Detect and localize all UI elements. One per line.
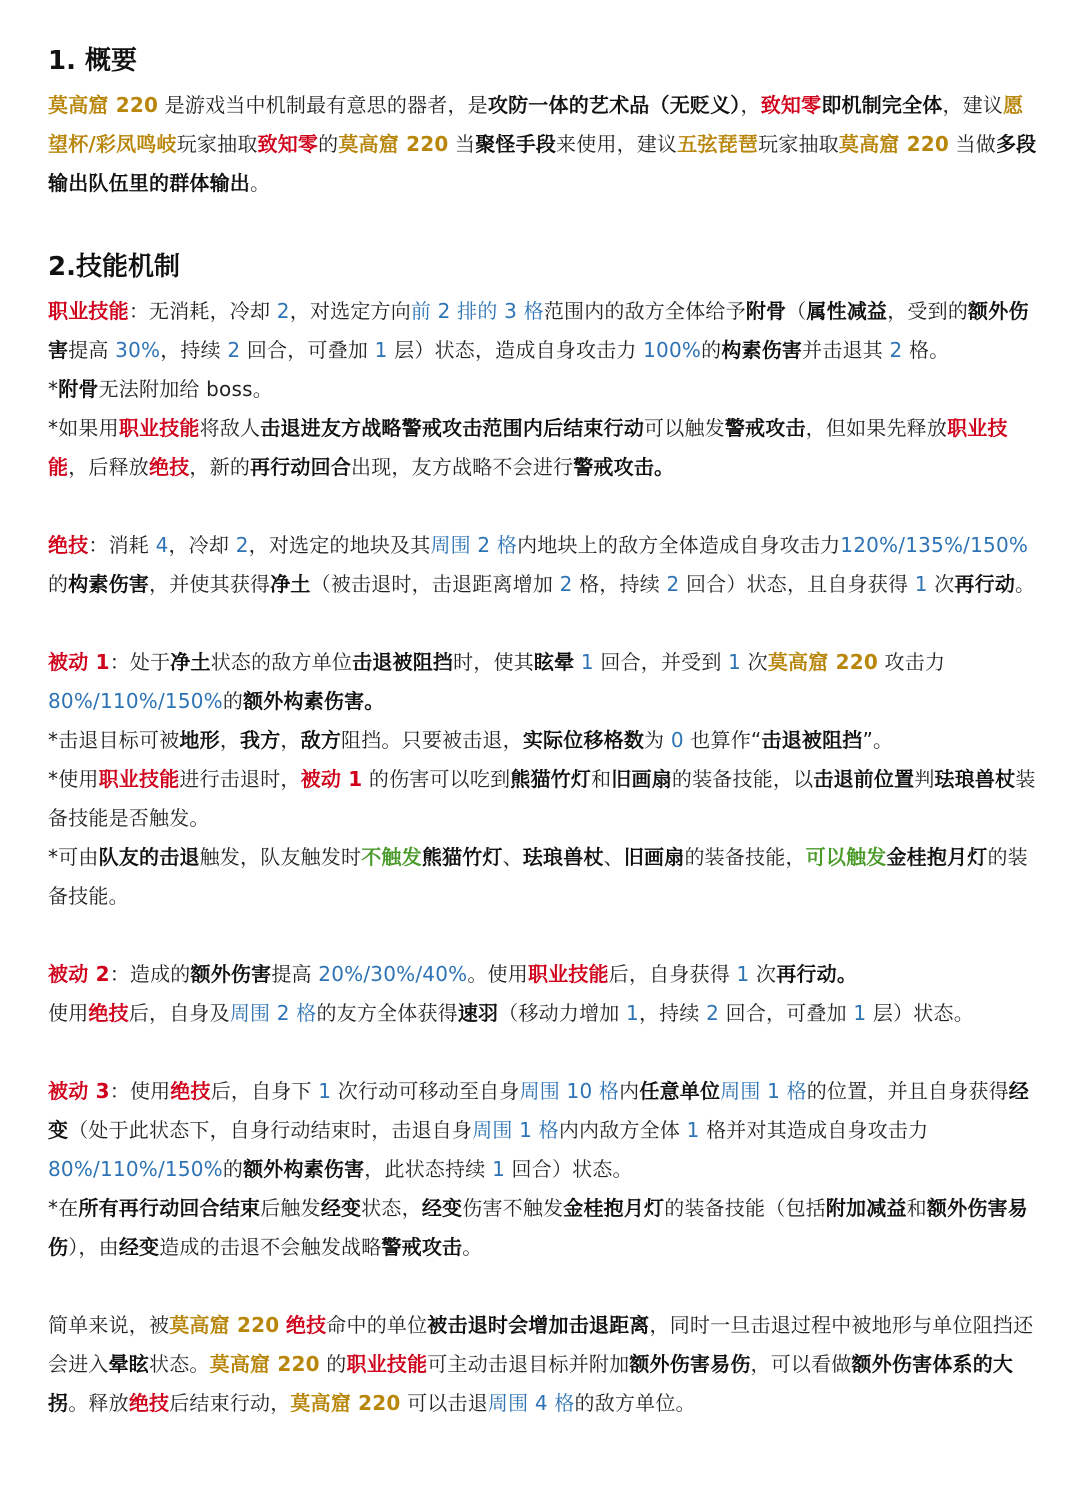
highlight-blue: 2	[227, 338, 241, 362]
text-run: 无法附加给 boss。	[98, 377, 273, 401]
text-run: 格，持续	[572, 572, 667, 596]
highlight-bold: 额外伤害易伤	[48, 1196, 1028, 1259]
highlight-bold: 任意单位	[639, 1079, 721, 1103]
text-run: 装备技能是否触发。	[48, 767, 1036, 830]
text-run: *如果用	[48, 416, 119, 440]
text-run: 层）状态。	[866, 1001, 974, 1025]
highlight-red: 绝技	[149, 455, 190, 479]
text-run: 提高	[271, 962, 319, 986]
text-run: 攻击力	[877, 650, 946, 674]
paragraph-gap	[48, 487, 1040, 526]
highlight-bold: 再行动	[954, 572, 1016, 596]
paragraph	[48, 994, 1040, 1033]
highlight-gold: 莫高窟 220	[338, 132, 449, 156]
text-run: 。	[250, 171, 271, 195]
highlight-blue: 周围 1 格	[472, 1118, 559, 1142]
highlight-red: 被动 1	[48, 650, 110, 674]
text-run: 状态。	[149, 1352, 210, 1376]
highlight-red: 职业技能	[527, 962, 609, 986]
text-run: 和	[906, 1196, 927, 1220]
text-run: ，	[740, 93, 761, 117]
highlight-blue: 前 2 排的 3 格	[410, 299, 544, 323]
highlight-blue: 2	[706, 1001, 720, 1025]
highlight-red: 职业技能	[346, 1352, 428, 1376]
text-run: 的友方全体获得	[316, 1001, 458, 1025]
text-run: 玩家抽取	[176, 132, 258, 156]
section-heading: 1. 概要	[48, 46, 138, 76]
highlight-bold: 额外构素伤害	[243, 1157, 365, 1181]
highlight-bold: 所有再行动回合结束	[78, 1196, 261, 1220]
paragraph	[48, 1072, 1040, 1189]
highlight-bold: 击退被阻挡	[761, 728, 863, 752]
highlight-red: 被动 3	[48, 1079, 110, 1103]
text-run: 可主动击退目标并附加	[427, 1352, 630, 1376]
highlight-gold: 莫高窟 220	[290, 1391, 401, 1415]
highlight-bold: 即机制完全体	[821, 93, 943, 117]
text-run: 。使用	[467, 962, 528, 986]
text-run: ，可以看做	[750, 1352, 852, 1376]
highlight-bold: 击退前位置	[813, 767, 915, 791]
text-run: 命中的单位	[326, 1313, 428, 1337]
highlight-blue: 1	[580, 650, 594, 674]
highlight-red: 绝技	[285, 1313, 327, 1337]
text-run: 的	[319, 1352, 347, 1376]
text-run: ，此状态持续	[364, 1157, 493, 1181]
text-run: 当	[448, 132, 476, 156]
highlight-blue: 4	[155, 533, 169, 557]
highlight-red: 致知零	[760, 93, 822, 117]
text-run: 的装备技能（包括	[664, 1196, 826, 1220]
text-run: 并击退其	[802, 338, 890, 362]
text-run: ：无消耗，冷却	[128, 299, 277, 323]
highlight-bold: 击退进友方战略警戒攻击范围内后结束行动	[260, 416, 645, 440]
text-run: 使用	[48, 1001, 89, 1025]
text-run: 的装备技能，以	[671, 767, 814, 791]
text-run: *可由	[48, 845, 99, 869]
paragraph-gap	[48, 203, 1040, 242]
highlight-bold: 构素伤害	[721, 338, 803, 362]
highlight-blue: 1	[853, 1001, 867, 1025]
highlight-bold: 晕眩	[108, 1352, 150, 1376]
paragraph	[48, 86, 1040, 203]
highlight-bold: 经变	[48, 1079, 1029, 1142]
highlight-bold: 队友的击退	[98, 845, 200, 869]
highlight-bold: 珐琅兽杖	[522, 845, 604, 869]
text-run: ，新的	[189, 455, 251, 479]
highlight-bold: 再行动。	[776, 962, 858, 986]
text-run: ，但如果先释放	[805, 416, 948, 440]
highlight-bold: 经变	[118, 1235, 160, 1259]
highlight-blue: 1	[686, 1118, 700, 1142]
text-run: ：消耗	[88, 533, 156, 557]
highlight-bold: 敌方	[300, 728, 342, 752]
highlight-bold: 金桂抱月灯	[886, 845, 988, 869]
highlight-blue: 1	[492, 1157, 505, 1181]
highlight-bold: 金桂抱月灯	[563, 1196, 665, 1220]
text-run: 回合，可叠加	[719, 1001, 854, 1025]
text-run: 内内敌方全体	[558, 1118, 687, 1142]
text-run: ，	[219, 728, 241, 752]
text-run: （	[786, 299, 807, 323]
highlight-blue: 2	[559, 572, 573, 596]
highlight-red: 职业技能	[118, 416, 200, 440]
highlight-blue: 1	[736, 962, 750, 986]
highlight-blue: 30%	[115, 338, 161, 362]
text-run: ，同时一旦击退过程中被地形与单位阻挡还会进入	[48, 1313, 1034, 1376]
highlight-blue: 120%/135%/150%	[840, 533, 1029, 557]
highlight-blue: 1	[914, 572, 928, 596]
paragraph	[48, 526, 1040, 604]
text-run: 格。	[902, 338, 950, 362]
highlight-bold: 额外伤害	[48, 299, 1029, 362]
highlight-bold: 珐琅兽杖	[934, 767, 1016, 791]
highlight-blue: 周围 1 格	[720, 1079, 807, 1103]
text-run: *	[48, 377, 59, 401]
text-run: 可以触发	[644, 416, 725, 440]
text-run: ：造成的	[109, 962, 191, 986]
highlight-gold: 莫高窟 220	[209, 1352, 320, 1376]
highlight-blue: 1	[318, 1079, 332, 1103]
highlight-bold: 多段输出队伍里的群体输出	[48, 132, 1037, 195]
highlight-blue: 2	[666, 572, 680, 596]
highlight-bold: 速羽	[457, 1001, 499, 1025]
text-run: 的装备技能，	[684, 845, 806, 869]
text-run: 也算作“	[683, 728, 762, 752]
highlight-blue: 2	[276, 299, 290, 323]
text-run: ，后释放	[68, 455, 150, 479]
highlight-blue: 周围 2 格	[430, 533, 518, 557]
paragraph	[48, 721, 1040, 760]
text-run: 内	[619, 1079, 640, 1103]
text-run: 的	[222, 1157, 244, 1181]
text-run: 后，自身获得	[608, 962, 737, 986]
text-run: 玩家抽取	[758, 132, 839, 156]
text-run: 后触发	[260, 1196, 321, 1220]
highlight-bold: 属性减益	[806, 299, 888, 323]
text-run: 回合，可叠加	[240, 338, 375, 362]
text-run: ：处于	[109, 650, 171, 674]
text-run: 、	[603, 845, 624, 869]
text-run: 出现，友方战略不会进行	[351, 455, 574, 479]
highlight-bold: 净土	[170, 650, 211, 674]
text-run: 次	[741, 650, 768, 674]
text-run: 来使用，建议	[556, 132, 678, 156]
paragraph	[48, 370, 1040, 409]
text-run: 的敌方单位。	[574, 1391, 696, 1415]
highlight-bold: 额外伤害体系的大拐	[48, 1352, 1014, 1415]
highlight-red: 职业技能	[48, 416, 1008, 479]
text-run: 可以击退	[400, 1391, 488, 1415]
highlight-red: 被动 2	[48, 962, 110, 986]
highlight-blue: 周围 4 格	[487, 1391, 575, 1415]
highlight-bold: 眩晕	[533, 650, 575, 674]
highlight-bold: 附骨	[58, 377, 99, 401]
paragraph	[48, 838, 1040, 916]
highlight-bold: 经变	[320, 1196, 362, 1220]
paragraph	[48, 760, 1040, 838]
paragraph-gap	[48, 1267, 1040, 1306]
document-body	[48, 36, 1040, 1423]
highlight-gold: 愿望杯/彩凤鸣岐	[48, 93, 1024, 156]
highlight-blue: 100%	[643, 338, 702, 362]
highlight-bold: 我方	[240, 728, 281, 752]
text-run: 次	[749, 962, 777, 986]
text-run: （被击退时，击退距离增加	[310, 572, 560, 596]
text-run: 后，自身及	[128, 1001, 230, 1025]
text-run: ，建议	[942, 93, 1004, 117]
highlight-blue: 0	[670, 728, 684, 752]
paragraph	[48, 1189, 1040, 1267]
text-run: 和	[591, 767, 612, 791]
text-run: 。	[462, 1235, 483, 1259]
highlight-bold: 额外伤害易伤	[629, 1352, 751, 1376]
text-run: 阻挡。只要被击退，	[341, 728, 523, 752]
text-run: ，持续	[160, 338, 228, 362]
text-run: 回合）状态，且自身获得	[679, 572, 915, 596]
text-run: 判	[914, 767, 935, 791]
highlight-blue: 周围 2 格	[229, 1001, 317, 1025]
paragraph-gap	[48, 604, 1040, 643]
paragraph	[48, 292, 1040, 370]
text-run: 。	[1015, 572, 1036, 596]
text-run: 的	[701, 338, 722, 362]
highlight-red: 绝技	[170, 1079, 211, 1103]
highlight-blue: 80%/110%/150%	[48, 689, 223, 713]
highlight-bold: 地形	[179, 728, 220, 752]
text-run: 回合，并受到	[593, 650, 729, 674]
text-run: 简单来说，被	[48, 1313, 170, 1337]
text-run: 造成的击退不会触发战略	[159, 1235, 382, 1259]
highlight-blue: 80%/110%/150%	[48, 1157, 223, 1181]
text-run: 伤害不触发	[462, 1196, 564, 1220]
highlight-bold: 警戒攻击	[724, 416, 806, 440]
text-run: *击退目标可被	[48, 728, 180, 752]
highlight-bold: 击退被阻挡	[352, 650, 454, 674]
highlight-bold: 再行动回合	[250, 455, 352, 479]
highlight-bold: 额外伤害	[190, 962, 272, 986]
highlight-bold: 被击退时会增加击退距离	[427, 1313, 650, 1337]
text-run: ，并使其获得	[149, 572, 271, 596]
highlight-blue: 2	[235, 533, 249, 557]
text-run: 。释放	[68, 1391, 129, 1415]
text-run: 为	[644, 728, 671, 752]
text-run: 次	[927, 572, 955, 596]
highlight-blue: 1	[374, 338, 388, 362]
highlight-bold: 攻防一体的艺术品（无贬义）	[487, 93, 741, 117]
highlight-red: 职业技能	[98, 767, 180, 791]
text-run: ，	[280, 728, 301, 752]
highlight-bold: 旧画扇	[623, 845, 685, 869]
highlight-bold: 附加减益	[825, 1196, 907, 1220]
text-run: 提高	[68, 338, 116, 362]
highlight-bold: 警戒攻击	[381, 1235, 463, 1259]
paragraph	[48, 409, 1040, 487]
text-run: 的伤害可以吃到	[362, 767, 511, 791]
highlight-blue: 1	[728, 650, 742, 674]
text-run: ，受到的	[887, 299, 969, 323]
paragraph	[48, 643, 1040, 721]
text-run: 的	[48, 572, 69, 596]
highlight-gold: 莫高窟 220	[838, 132, 949, 156]
text-run: ，对选定方向	[289, 299, 411, 323]
text-run: *使用	[48, 767, 99, 791]
highlight-red: 绝技	[48, 533, 89, 557]
text-run: 进行击退时，	[179, 767, 301, 791]
section-heading: 2.技能机制	[48, 252, 180, 282]
text-run: （移动力增加	[498, 1001, 627, 1025]
text-run: 次行动可移动至自身	[331, 1079, 520, 1103]
highlight-gold: 五弦琵琶	[677, 132, 759, 156]
highlight-red: 职业技能	[48, 299, 129, 323]
text-run: ”。	[862, 728, 894, 752]
text-run: 状态的敌方单位	[210, 650, 353, 674]
highlight-green: 不触发	[361, 845, 422, 869]
highlight-red: 被动 1	[300, 767, 363, 791]
highlight-bold: 警戒攻击。	[573, 455, 675, 479]
highlight-green: 可以触发	[805, 845, 887, 869]
text-run: ，持续	[638, 1001, 707, 1025]
highlight-blue: 周围 10 格	[519, 1079, 620, 1103]
text-run: 时，使其	[453, 650, 534, 674]
text-run: 后，自身下	[210, 1079, 319, 1103]
highlight-blue: 1	[626, 1001, 639, 1025]
text-run: 触发，队友触发时	[199, 845, 362, 869]
text-run: （处于此状态下，自身行动结束时，击退自身	[68, 1118, 473, 1142]
text-run: 内地块上的敌方全体造成自身攻击力	[517, 533, 841, 557]
text-run: 层）状态，造成自身攻击力	[387, 338, 644, 362]
text-run: *在	[48, 1196, 79, 1220]
highlight-red: 致知零	[257, 132, 319, 156]
highlight-bold: 聚怪手段	[475, 132, 557, 156]
highlight-bold: 熊猫竹灯	[510, 767, 592, 791]
highlight-bold: 构素伤害	[68, 572, 150, 596]
highlight-bold: 旧画扇	[611, 767, 672, 791]
highlight-red: 绝技	[128, 1391, 170, 1415]
text-run: 的	[222, 689, 244, 713]
text-run: 是游戏当中机制最有意思的器者，是	[158, 93, 488, 117]
text-run: 的	[318, 132, 339, 156]
highlight-bold: 熊猫竹灯	[421, 845, 503, 869]
highlight-gold: 莫高窟 220	[767, 650, 878, 674]
text-run: 范围内的敌方全体给予	[543, 299, 746, 323]
text-run: ，对选定的地块及其	[248, 533, 431, 557]
text-run: 、	[502, 845, 523, 869]
highlight-bold: 额外构素伤害。	[243, 689, 385, 713]
text-run: 格并对其造成自身攻击力	[699, 1118, 929, 1142]
text-run: ，冷却	[168, 533, 236, 557]
highlight-red: 绝技	[88, 1001, 129, 1025]
text-run: 后结束行动，	[169, 1391, 291, 1415]
paragraph-gap	[48, 1033, 1040, 1072]
text-run: 的装备技能。	[48, 845, 1028, 908]
text-run: 状态，	[361, 1196, 422, 1220]
text-run: ），由	[68, 1235, 119, 1259]
text-run: 将敌人	[199, 416, 261, 440]
highlight-blue: 2	[889, 338, 903, 362]
paragraph-gap	[48, 916, 1040, 955]
text-run: 回合）状态。	[505, 1157, 633, 1181]
highlight-bold: 附骨	[745, 299, 787, 323]
text-run: 当做	[949, 132, 996, 156]
highlight-blue: 20%/30%/40%	[318, 962, 468, 986]
text-run: ：使用	[109, 1079, 171, 1103]
paragraph	[48, 955, 1040, 994]
text-run: 的位置，并且自身获得	[806, 1079, 1009, 1103]
highlight-gold: 莫高窟 220	[169, 1313, 280, 1337]
highlight-bold: 经变	[421, 1196, 463, 1220]
highlight-bold: 实际位移格数	[522, 728, 645, 752]
paragraph	[48, 1306, 1040, 1423]
highlight-bold: 净土	[270, 572, 311, 596]
highlight-gold: 莫高窟 220	[48, 93, 159, 117]
